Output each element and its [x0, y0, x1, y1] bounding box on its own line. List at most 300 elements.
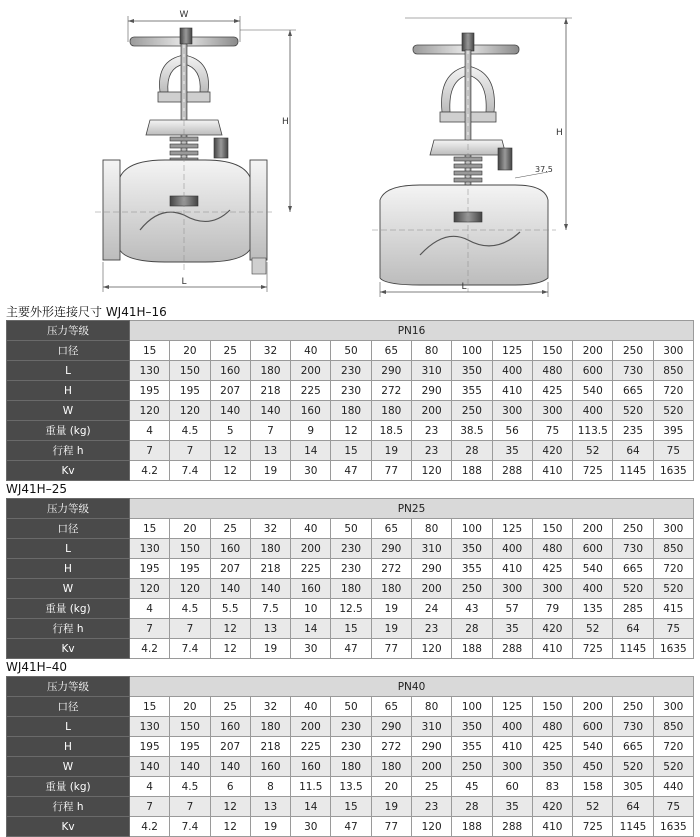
table-cell: 20	[170, 697, 210, 717]
table-row-pressure	[7, 499, 694, 519]
table-cell: 7	[250, 421, 290, 441]
table-cell: 10	[291, 599, 331, 619]
table-cell: 60	[492, 777, 532, 797]
table-cell: 120	[411, 639, 451, 659]
table-cell: 30	[291, 461, 331, 481]
table-cell: 520	[653, 757, 693, 777]
table-row	[7, 559, 694, 579]
table-cell: 290	[411, 381, 451, 401]
table-cell: 32	[250, 697, 290, 717]
table-cell: 180	[331, 401, 371, 421]
table-cell: 19	[371, 441, 411, 461]
table-cell: 32	[250, 341, 290, 361]
table-cell: 20	[170, 519, 210, 539]
row-label: Kv	[7, 461, 130, 481]
table-cell: 305	[613, 777, 653, 797]
table-cell: 8	[250, 777, 290, 797]
table-cell: 285	[613, 599, 653, 619]
table-cell: 24	[411, 599, 451, 619]
table-cell: 30	[291, 639, 331, 659]
table-cell: 180	[250, 539, 290, 559]
table-cell: 13	[250, 797, 290, 817]
table-cell: 23	[411, 421, 451, 441]
table-cell: 35	[492, 441, 532, 461]
table-cell: 80	[411, 341, 451, 361]
table-cell: 730	[613, 361, 653, 381]
table-cell: 47	[331, 639, 371, 659]
row-label: 行程 h	[7, 441, 130, 461]
table-cell: 1145	[613, 639, 653, 659]
table-cell: 180	[371, 757, 411, 777]
table-cell: 19	[371, 599, 411, 619]
table-cell: 250	[613, 519, 653, 539]
table-cell: 14	[291, 797, 331, 817]
table-cell: 130	[130, 717, 170, 737]
table-cell: 52	[573, 797, 613, 817]
table-cell: 15	[130, 697, 170, 717]
table-row	[7, 717, 694, 737]
table-cell: 350	[452, 361, 492, 381]
table-cell: 207	[210, 737, 250, 757]
table-cell: 140	[210, 757, 250, 777]
table-cell: 480	[532, 539, 572, 559]
table-cell: 400	[492, 717, 532, 737]
table-cell: 77	[371, 461, 411, 481]
table-row	[7, 539, 694, 559]
table-cell: 520	[613, 401, 653, 421]
table-cell: 200	[291, 361, 331, 381]
table-cell: 310	[411, 717, 451, 737]
table-cell: 180	[371, 401, 411, 421]
table-cell: 47	[331, 461, 371, 481]
table-cell: 12	[210, 639, 250, 659]
table-cell: 195	[170, 559, 210, 579]
table-cell: 355	[452, 737, 492, 757]
table-cell: 140	[210, 579, 250, 599]
table-cell: 218	[250, 559, 290, 579]
table-cell: 12	[210, 817, 250, 837]
table-cell: 355	[452, 559, 492, 579]
table-cell: 235	[613, 421, 653, 441]
table-cell: 52	[573, 441, 613, 461]
table-cell: 200	[411, 579, 451, 599]
table-cell: 180	[250, 717, 290, 737]
table-cell: 75	[653, 441, 693, 461]
table-cell: 43	[452, 599, 492, 619]
table-cell: 272	[371, 737, 411, 757]
table-cell: 20	[371, 777, 411, 797]
table-row	[7, 381, 694, 401]
table-cell: 140	[210, 401, 250, 421]
row-label: 重量 (kg)	[7, 599, 130, 619]
table-cell: 300	[653, 697, 693, 717]
table-cell: 25	[210, 697, 250, 717]
table-cell: 200	[291, 717, 331, 737]
table-cell: 18.5	[371, 421, 411, 441]
table-cell: 400	[492, 539, 532, 559]
table-cell: 7.4	[170, 817, 210, 837]
table-row	[7, 519, 694, 539]
table-cell: 15	[331, 441, 371, 461]
table-cell: 19	[250, 817, 290, 837]
table-row	[7, 401, 694, 421]
table-cell: 225	[291, 381, 331, 401]
table-cell: 150	[170, 717, 210, 737]
table-cell: 65	[371, 697, 411, 717]
table-cell: 400	[573, 401, 613, 421]
table-cell: 120	[130, 579, 170, 599]
table-cell: 200	[411, 757, 451, 777]
table-cell: 150	[532, 519, 572, 539]
table-cell: 9	[291, 421, 331, 441]
table-cell: 350	[532, 757, 572, 777]
table-cell: 50	[331, 341, 371, 361]
table-cell: 180	[250, 361, 290, 381]
table-cell: 150	[170, 361, 210, 381]
table-cell: 420	[532, 797, 572, 817]
table-caption-pn25: WJ41H–25	[6, 482, 67, 496]
table-cell: 850	[653, 361, 693, 381]
table-cell: 77	[371, 817, 411, 837]
table-cell: 12	[331, 421, 371, 441]
table-cell: 75	[653, 619, 693, 639]
table-cell: 180	[331, 579, 371, 599]
table-cell: 40	[291, 341, 331, 361]
table-cell: 5	[210, 421, 250, 441]
row-label: W	[7, 579, 130, 599]
table-cell: 4.5	[170, 777, 210, 797]
row-label: 口径	[7, 341, 130, 361]
row-label: L	[7, 539, 130, 559]
table-cell: 272	[371, 559, 411, 579]
table-cell: 14	[291, 619, 331, 639]
table-cell: 310	[411, 361, 451, 381]
table-cell: 100	[452, 519, 492, 539]
table-cell: 230	[331, 361, 371, 381]
table-cell: 64	[613, 797, 653, 817]
table-cell: 520	[613, 579, 653, 599]
table-cell: 150	[170, 539, 210, 559]
table-cell: 200	[573, 519, 613, 539]
table-cell: 150	[532, 341, 572, 361]
table-row	[7, 817, 694, 837]
table-cell: 410	[492, 559, 532, 579]
table-cell: 395	[653, 421, 693, 441]
table-cell: 52	[573, 619, 613, 639]
table-row-pressure	[7, 677, 694, 697]
table-cell: 665	[613, 381, 653, 401]
table-cell: 125	[492, 341, 532, 361]
table-row	[7, 441, 694, 461]
table-row-pressure	[7, 321, 694, 341]
row-label: 行程 h	[7, 619, 130, 639]
table-cell: 140	[170, 757, 210, 777]
dim-l-label-right: L	[461, 282, 467, 292]
table-cell: 120	[170, 401, 210, 421]
row-label: Kv	[7, 639, 130, 659]
table-cell: 120	[130, 401, 170, 421]
table-row	[7, 737, 694, 757]
table-cell: 15	[331, 797, 371, 817]
row-label: 重量 (kg)	[7, 777, 130, 797]
table-cell: 230	[331, 559, 371, 579]
table-row	[7, 697, 694, 717]
table-cell: 23	[411, 441, 451, 461]
table-cell: 160	[210, 717, 250, 737]
table-cell: 7	[130, 441, 170, 461]
table-cell: 4	[130, 421, 170, 441]
valve-drawings	[0, 0, 700, 300]
table-cell: 725	[573, 639, 613, 659]
row-label: L	[7, 717, 130, 737]
table-cell: 79	[532, 599, 572, 619]
table-cell: 4.5	[170, 421, 210, 441]
row-label: 口径	[7, 697, 130, 717]
table-cell: 288	[492, 461, 532, 481]
table-cell: 425	[532, 381, 572, 401]
table-cell: 300	[492, 401, 532, 421]
table-cell: 850	[653, 717, 693, 737]
table-cell: 100	[452, 341, 492, 361]
table-cell: 480	[532, 361, 572, 381]
row-label: H	[7, 559, 130, 579]
table-cell: 420	[532, 441, 572, 461]
table-cell: 7	[130, 619, 170, 639]
table-cell: 7.4	[170, 639, 210, 659]
table-cell: 225	[291, 559, 331, 579]
table-cell: 200	[573, 697, 613, 717]
table-cell: 300	[532, 401, 572, 421]
table-cell: 725	[573, 817, 613, 837]
table-cell: 300	[532, 579, 572, 599]
row-label: 重量 (kg)	[7, 421, 130, 441]
table-cell: 540	[573, 737, 613, 757]
table-cell: 200	[573, 341, 613, 361]
table-cell: 100	[452, 697, 492, 717]
table-cell: 665	[613, 559, 653, 579]
table-cell: 425	[532, 737, 572, 757]
table-caption-pn40: WJ41H–40	[6, 660, 67, 674]
table-cell: 1635	[653, 461, 693, 481]
table-row	[7, 361, 694, 381]
table-cell: 195	[130, 737, 170, 757]
table-cell: 218	[250, 737, 290, 757]
table-cell: 720	[653, 737, 693, 757]
table-cell: 160	[250, 757, 290, 777]
row-label: 口径	[7, 519, 130, 539]
table-cell: 188	[452, 817, 492, 837]
table-cell: 250	[613, 697, 653, 717]
row-label: L	[7, 361, 130, 381]
table-cell: 540	[573, 559, 613, 579]
table-cell: 410	[492, 381, 532, 401]
table-row	[7, 639, 694, 659]
table-cell: 720	[653, 559, 693, 579]
table-cell: 4.2	[130, 817, 170, 837]
table-cell: 28	[452, 441, 492, 461]
table-cell: 520	[653, 401, 693, 421]
table-cell: 195	[170, 737, 210, 757]
table-cell: 400	[573, 579, 613, 599]
table-cell: 20	[170, 341, 210, 361]
table-cell: 75	[532, 421, 572, 441]
table-cell: 23	[411, 797, 451, 817]
table-cell: 410	[532, 461, 572, 481]
table-cell: 15	[331, 619, 371, 639]
table-cell: 28	[452, 619, 492, 639]
table-cell: 120	[411, 461, 451, 481]
table-cell: 195	[170, 381, 210, 401]
table-cell: 158	[573, 777, 613, 797]
dim-h-label-left: H	[282, 117, 289, 127]
table-cell: 272	[371, 381, 411, 401]
table-cell: 13	[250, 441, 290, 461]
table-cell: 35	[492, 619, 532, 639]
table-cell: 25	[411, 777, 451, 797]
table-cell: 25	[210, 341, 250, 361]
table-cell: 77	[371, 639, 411, 659]
table-cell: 15	[130, 341, 170, 361]
table-cell: 4.5	[170, 599, 210, 619]
table-row	[7, 757, 694, 777]
table-cell: 150	[532, 697, 572, 717]
row-label: 压力等级	[7, 499, 130, 519]
table-cell: 207	[210, 381, 250, 401]
table-cell: 450	[573, 757, 613, 777]
table-cell: 135	[573, 599, 613, 619]
table-cell: 12	[210, 461, 250, 481]
table-cell: 310	[411, 539, 451, 559]
table-cell: 11.5	[291, 777, 331, 797]
table-cell: 80	[411, 519, 451, 539]
table-cell: 1635	[653, 639, 693, 659]
table-cell: 665	[613, 737, 653, 757]
table-row	[7, 421, 694, 441]
table-cell: 290	[411, 559, 451, 579]
table-cell: 730	[613, 717, 653, 737]
table-cell: 355	[452, 381, 492, 401]
table-cell: 35	[492, 797, 532, 817]
table-cell: 230	[331, 737, 371, 757]
table-cell: 12	[210, 441, 250, 461]
table-cell: 300	[653, 341, 693, 361]
table-cell: 14	[291, 441, 331, 461]
table-cell: 410	[532, 817, 572, 837]
table-cell: 57	[492, 599, 532, 619]
table-cell: 65	[371, 519, 411, 539]
table-cell: 38.5	[452, 421, 492, 441]
table-cell: 230	[331, 539, 371, 559]
table-cell: 188	[452, 639, 492, 659]
table-cell: 125	[492, 697, 532, 717]
table-cell: 1145	[613, 817, 653, 837]
table-cell: 19	[371, 797, 411, 817]
table-cell: 200	[291, 539, 331, 559]
table-cell: 7	[130, 797, 170, 817]
table-cell: 4	[130, 599, 170, 619]
table-cell: 250	[452, 401, 492, 421]
table-row	[7, 341, 694, 361]
table-cell: 600	[573, 539, 613, 559]
table-cell: 80	[411, 697, 451, 717]
table-cell: 30	[291, 817, 331, 837]
table-cell: 12.5	[331, 599, 371, 619]
table-cell: 350	[452, 539, 492, 559]
table-cell: 600	[573, 361, 613, 381]
table-cell: 290	[371, 539, 411, 559]
table-cell: 207	[210, 559, 250, 579]
table-cell: 130	[130, 361, 170, 381]
table-cell: 720	[653, 381, 693, 401]
table-cell: 160	[291, 579, 331, 599]
spec-table-pn16	[6, 320, 694, 481]
table-row	[7, 461, 694, 481]
row-label: 压力等级	[7, 677, 130, 697]
dim-angle-label: 37.5	[535, 165, 553, 174]
table-cell: 13.5	[331, 777, 371, 797]
table-cell: 23	[411, 619, 451, 639]
table-cell: 230	[331, 381, 371, 401]
table-cell: 520	[613, 757, 653, 777]
table-cell: 520	[653, 579, 693, 599]
pressure-value: PN25	[130, 499, 694, 519]
table-cell: 195	[130, 559, 170, 579]
table-cell: 725	[573, 461, 613, 481]
table-cell: 120	[170, 579, 210, 599]
row-label: W	[7, 401, 130, 421]
table-cell: 188	[452, 461, 492, 481]
table-cell: 160	[210, 361, 250, 381]
table-cell: 160	[291, 757, 331, 777]
row-label: 行程 h	[7, 797, 130, 817]
table-cell: 5.5	[210, 599, 250, 619]
table-cell: 425	[532, 559, 572, 579]
row-label: 压力等级	[7, 321, 130, 341]
spec-table-pn25	[6, 498, 694, 659]
row-label: Kv	[7, 817, 130, 837]
table-cell: 140	[250, 401, 290, 421]
table-cell: 410	[492, 737, 532, 757]
table-cell: 40	[291, 697, 331, 717]
table-cell: 180	[331, 757, 371, 777]
table-cell: 200	[411, 401, 451, 421]
table-cell: 250	[613, 341, 653, 361]
row-label: W	[7, 757, 130, 777]
table-cell: 140	[250, 579, 290, 599]
table-cell: 300	[653, 519, 693, 539]
table-cell: 290	[371, 361, 411, 381]
table-cell: 7.4	[170, 461, 210, 481]
table-cell: 125	[492, 519, 532, 539]
table-cell: 4.2	[130, 639, 170, 659]
table-cell: 160	[291, 401, 331, 421]
table-cell: 250	[452, 757, 492, 777]
table-cell: 290	[411, 737, 451, 757]
table-cell: 65	[371, 341, 411, 361]
table-cell: 47	[331, 817, 371, 837]
table-cell: 19	[250, 639, 290, 659]
table-cell: 12	[210, 619, 250, 639]
pressure-value: PN40	[130, 677, 694, 697]
table-cell: 75	[653, 797, 693, 817]
table-cell: 6	[210, 777, 250, 797]
table-cell: 120	[411, 817, 451, 837]
table-cell: 25	[210, 519, 250, 539]
table-row	[7, 599, 694, 619]
table-cell: 230	[331, 717, 371, 737]
table-cell: 64	[613, 619, 653, 639]
table-cell: 19	[250, 461, 290, 481]
